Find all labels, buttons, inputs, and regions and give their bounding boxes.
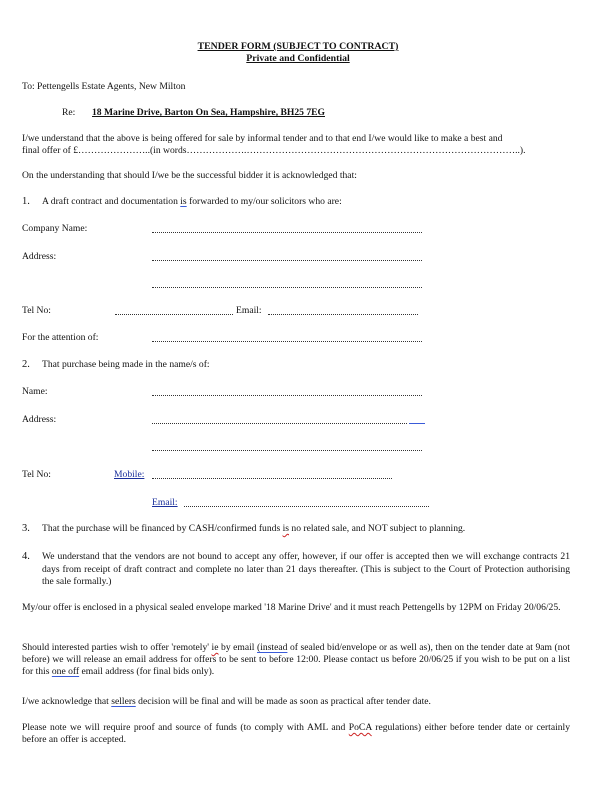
form-title: TENDER FORM (SUBJECT TO CONTRACT) [197,41,399,52]
offer-line-2: final offer of £…………………..(in words……………….…………………………………………………………………………..). [22,145,526,156]
grammar-flag: sellers [111,696,136,707]
envelope-paragraph: My/our offer is enclosed in a physical sealed envelope marked '18 Marine Drive' and it must reach Pettengells by 12PM on Friday 20/06/25. [22,602,561,613]
company-name-label: Company Name: [22,223,88,234]
remote-offer-paragraph: Should interested parties wish to offer 'remotely' ie by email (instead of sealed bid/envelope or as well as), then on the tender date at 9am (not before) we will release an email address for offers to be sent to before 12:00. Please contact us before 20/06/25 if you wish to be put on a list for this one off email address (for final bids only). [22,642,570,677]
spelling-flag: is [282,523,289,534]
purchaser-address-field-1[interactable] [152,423,407,424]
understanding-text: On the understanding that should I/we be the successful bidder it is acknowledged that: [22,170,357,181]
purchaser-mobile-field[interactable] [152,478,392,479]
purchaser-email-field[interactable] [184,506,429,507]
spelling-flag: PoCA [348,722,372,733]
attention-field[interactable] [152,341,422,342]
purchaser-address-field-2[interactable] [152,450,422,451]
solicitor-address-field-1[interactable] [152,260,422,261]
property-address: 18 Marine Drive, Barton On Sea, Hampshire, BH25 7EG [92,107,325,118]
grammar-flag: (instead [257,642,288,653]
purchaser-email-label: Email: [152,497,178,508]
solicitor-tel-label: Tel No: [22,305,51,316]
company-name-field[interactable] [152,232,422,233]
section-4-number: 4. [22,551,30,562]
section-1-text: A draft contract and documentation is forwarded to my/our solicitors who are: [42,196,342,207]
purchaser-name-field[interactable] [152,395,422,396]
proof-of-funds-paragraph: Please note we will require proof and source of funds (to comply with AML and PoCA regulations) either before tender date or certainly before an offer is accepted. [22,722,571,745]
grammar-flag: is [180,196,187,207]
attention-label: For the attention of: [22,332,99,343]
section-2-text: That purchase being made in the name/s of: [42,359,210,370]
grammar-flag: one off [51,666,80,677]
section-3-number: 3. [22,523,30,534]
recipient-line: To: Pettengells Estate Agents, New Milton [22,81,186,92]
solicitor-address-field-2[interactable] [152,287,422,288]
solicitor-tel-field[interactable] [115,314,233,315]
form-subtitle: Private and Confidential [246,53,350,64]
mobile-label: Mobile: [114,469,145,480]
acknowledge-text: I/we acknowledge that sellers decision will be final and will be made as soon as practical after tender date. [22,696,431,707]
solicitor-email-field[interactable] [268,314,418,315]
section-1-number: 1. [22,196,30,207]
spelling-flag: ie [211,642,219,653]
section-4-text: We understand that the vendors are not bound to accept any offer, however, if our offer is accepted then we will exchange contracts 21 days from receipt of draft contract and complete no later than 21 days thereafter. (This is subject to the Court of Protection authorising the sale formally.) [42,551,570,587]
purchaser-tel-label: Tel No: [22,469,51,480]
purchaser-name-label: Name: [22,386,48,397]
section-2-number: 2. [22,359,30,370]
solicitor-address-label: Address: [22,251,57,262]
re-label: Re: [62,107,76,118]
section-3-text: That the purchase will be financed by CASH/confirmed funds is no related sale, and NOT subject to planning. [42,523,466,534]
offer-line-1: I/we understand that the above is being offered for sale by informal tender and to that end I/we would like to make a best and [22,133,503,144]
address-field-marker [409,423,425,424]
solicitor-email-label: Email: [236,305,262,316]
purchaser-address-label: Address: [22,414,57,425]
